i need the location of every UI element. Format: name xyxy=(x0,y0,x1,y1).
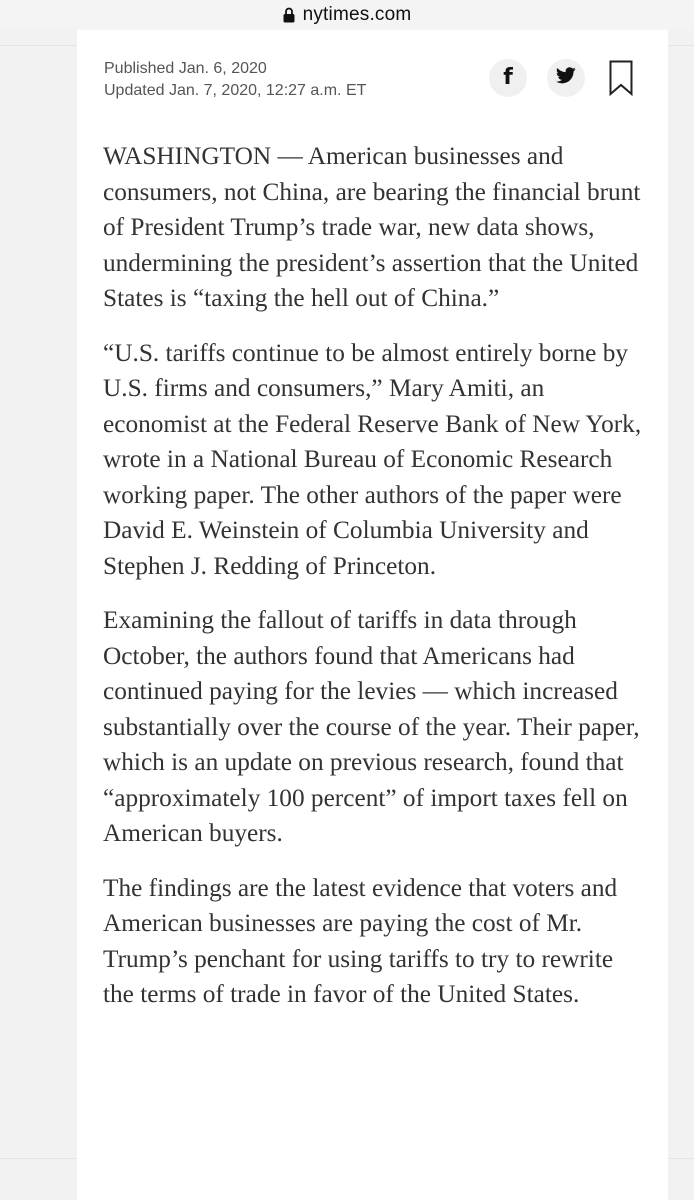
url-text[interactable]: nytimes.com xyxy=(302,4,412,25)
divider xyxy=(0,1158,77,1159)
divider xyxy=(668,45,694,46)
article-paragraph: WASHINGTON — American businesses and consumers, not China, are bearing the financial brunt of President Trump’s trade war, new data shows, undermining the president’s assertion that the United States is “taxing the hell out of China.” xyxy=(103,142,641,312)
page-gutter-left xyxy=(0,30,77,1200)
article-body xyxy=(103,139,643,1032)
article-paragraph: “U.S. tariffs continue to be almost entirely borne by U.S. firms and consumers,” Mary Amiti, an economist at the Federal Reserve Bank of New York, wrote in a National Bureau of Economic Research working paper. The other authors of the paper were David E. Weinstein of Columbia University and Stephen J. Redding of Princeton. xyxy=(103,338,642,580)
page-gutter-right xyxy=(668,30,694,1200)
facebook-icon: f xyxy=(503,65,513,90)
divider xyxy=(0,45,77,46)
article-dateline xyxy=(104,58,366,102)
twitter-share-button[interactable] xyxy=(547,59,585,97)
bookmark-button[interactable] xyxy=(609,60,633,96)
published-date: Published Jan. 6, 2020 xyxy=(104,60,267,77)
article-paragraph: The findings are the latest evidence that voters and American businesses are paying the cost of Mr. Trump’s penchant for using tariffs to try to rewrite the terms of trade in favor of the United States. xyxy=(103,873,618,1008)
divider xyxy=(668,1158,694,1159)
article-paragraph: Examining the fallout of tariffs in data through October, the authors found that Americans had continued paying for the levies — which increased substantially over the course of the year. Their paper, which is an update on previous research, found that “approximately 100 percent” of import taxes fell on American buyers. xyxy=(103,606,640,847)
address-bar[interactable] xyxy=(0,0,694,30)
updated-date: Updated Jan. 7, 2020, 12:27 a.m. ET xyxy=(104,82,367,99)
bookmark-icon xyxy=(609,83,633,100)
twitter-icon xyxy=(556,67,576,89)
facebook-share-button[interactable] xyxy=(489,59,527,97)
lock-icon xyxy=(283,7,295,23)
